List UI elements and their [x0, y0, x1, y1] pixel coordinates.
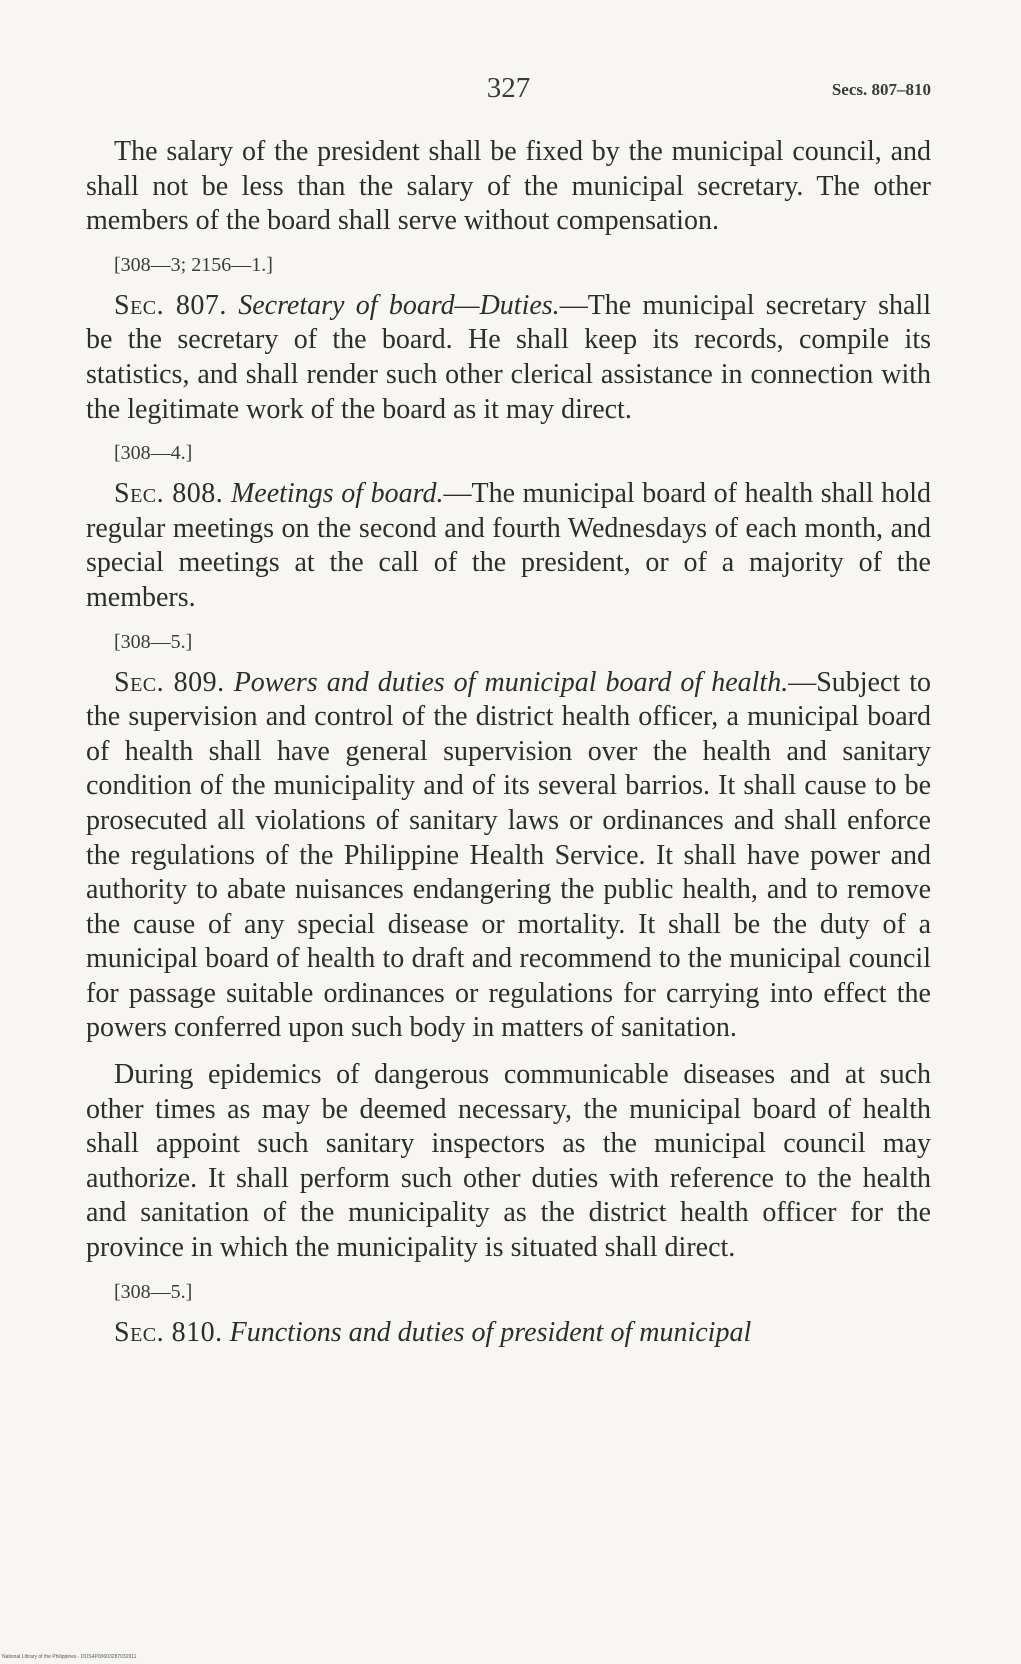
citation-ref: [308—5.] [114, 630, 193, 653]
citation-ref: [308—4.] [114, 442, 193, 465]
section-title: Secretary of board—Duties. [238, 289, 560, 321]
citation-ref: [308—5.] [114, 1280, 193, 1303]
section-title: Functions and duties of president of municipal [229, 1316, 752, 1348]
section-label: Sec. 807. [114, 289, 227, 321]
section-807 [86, 289, 931, 427]
section-label: Sec. 809. [114, 666, 225, 698]
section-808 [86, 477, 931, 615]
page-body [86, 135, 931, 1362]
page-number: 327 [486, 72, 531, 104]
section-text: —The municipal board of health shall hold regular meetings on the second and fourth Wednesdays of each month, and special meetings at the call of the president, or of a majority of the members. [86, 478, 932, 613]
section-809 [86, 666, 931, 1047]
paragraph-epidemics: During epidemics of dangerous communicable diseases and at such other times as may be deemed necessary, the municipal board of health shall appoint such sanitary inspectors as the municipal council may authorize. It shall perform such other duties with reference to the health and sanitation of the municipality as the district health officer for the province in which the municipality is situated shall direct. [86, 1059, 931, 1264]
section-range: Secs. 807–810 [831, 80, 931, 99]
section-text: —Subject to the supervision and control of the district health officer, a municipal board of health shall have general supervision over the health and sanitary condition of the municipality and of its several barrios. It shall cause to be prosecuted all violations of sanitary laws or ordinances and shall enforce the regulations of the Philippine Health Service. It shall have power and authority to abate nuisances endangering the public health, and to remove the cause of any special disease or mortality. It shall be the duty of a municipal board of health to draft and recommend to the municipal council for passage suitable ordinances or regulations for carrying into effect the powers conferred upon such body in matters of sanitation. [86, 666, 931, 1044]
scan-credit: National Library of the Philippines · DOS4P00003287032911 [2, 1654, 137, 1660]
section-810 [86, 1316, 931, 1351]
section-text: —The municipal secretary shall be the secretary of the board. He shall keep its records, compile its statistics, and shall render such other clerical assistance in connection with the legitimate work of the board as it may direct. [86, 289, 931, 425]
section-label: Sec. 810. [114, 1316, 223, 1348]
section-title: Powers and duties of municipal board of health. [233, 666, 789, 698]
citation-ref: [308—3; 2156—1.] [114, 253, 273, 276]
paragraph-salary: The salary of the president shall be fixed by the municipal council, and shall not be less than the salary of the municipal secretary. The other members of the board shall serve without compensation. [86, 136, 931, 237]
page-header [86, 72, 931, 112]
section-label: Sec. 808. [114, 478, 224, 510]
section-title: Meetings of board. [230, 478, 444, 510]
